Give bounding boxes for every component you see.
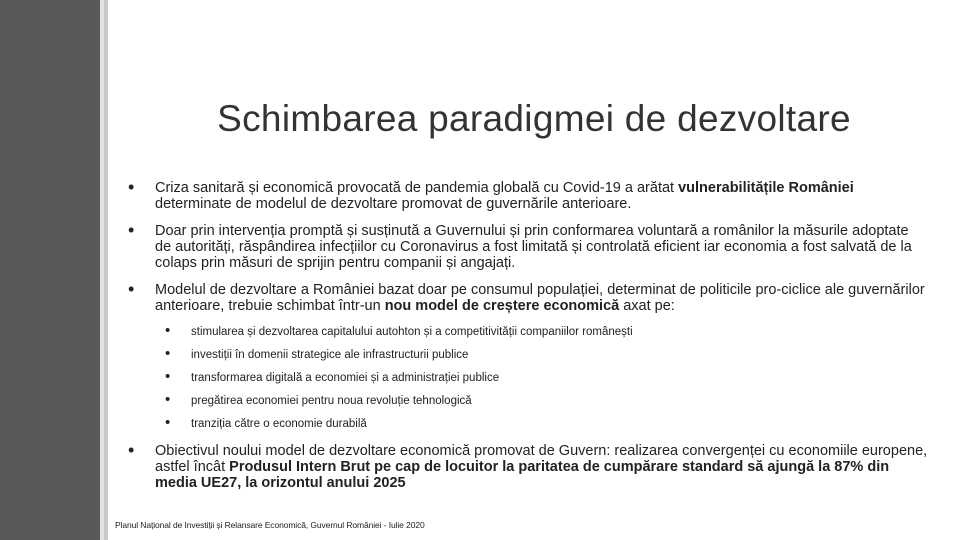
bullet-bold-text: vulnerabilitățile României	[678, 180, 854, 196]
sub-bullet-text: pregătirea economiei pentru noua revoluție tehnologică	[191, 395, 472, 407]
sub-bullet-item	[165, 347, 928, 363]
sub-bullet-text: investiții în domenii strategice ale infrastructurii publice	[191, 349, 469, 361]
bullet-item	[128, 177, 928, 212]
sub-bullet-item	[165, 370, 928, 386]
bullet-text: determinate de modelul de dezvoltare promovat de guvernările anterioare.	[155, 196, 632, 212]
bullet-text: Criza sanitară și economică provocată de pandemia globală cu Covid-19 a arătat	[155, 180, 679, 196]
sub-bullet-dot: •	[165, 368, 171, 385]
bullet-item	[128, 279, 928, 432]
side-band-dark	[0, 0, 100, 540]
sub-bullet-item	[165, 324, 928, 340]
bullet-dot: •	[128, 177, 135, 197]
footer-source: Planul Național de Investiții și Relansare Economică, Guvernul României - Iulie 2020	[115, 520, 425, 530]
slide	[108, 0, 960, 540]
sub-bullet-text: transformarea digitală a economiei și a administrației publice	[191, 372, 500, 384]
bullet-text: axat pe:	[619, 298, 675, 314]
sub-bullet-text: stimularea și dezvoltarea capitalului autohton și a competitivității companiilor românești	[191, 326, 633, 338]
sub-bullet-text: tranziția către o economie durabilă	[191, 418, 367, 430]
bullet-bold-text: Produsul Intern Brut pe cap de locuitor la paritatea de cumpărare standard să ajungă la 87% din media UE27, la orizontul anului 2025	[155, 459, 890, 491]
slide-title: Schimbarea paradigmei de dezvoltare	[217, 98, 851, 139]
bullet-dot: •	[128, 440, 135, 460]
bullet-bold-text: nou model de creștere economică	[384, 298, 620, 314]
sub-bullet-dot: •	[165, 391, 171, 408]
bullet-item	[128, 440, 928, 491]
sub-bullet-dot: •	[165, 322, 171, 339]
bullet-text: Doar prin intervenția promptă și susținută a Guvernului și prin conformarea voluntară a românilor la măsurile adoptate de autorități, răspândirea infecțiilor cu Coronavirus a fost limitată și controlată eficient iar economia a fost salvată de la colaps prin măsuri de sprijin pentru companii și angajați.	[155, 223, 912, 271]
sub-bullet-item	[165, 393, 928, 409]
sub-bullet-list	[155, 324, 928, 432]
bullet-text: Obiectivul noului model de dezvoltare economică promovat de Guvern: realizarea convergenței cu economiile europene, astfel încât	[155, 443, 928, 475]
bullet-text: Modelul de dezvoltare a României bazat doar pe consumul populației, determinat de politicile pro-ciclice ale guvernărilor anterioare, trebuie schimbat într-un	[155, 282, 925, 314]
bullet-dot: •	[128, 220, 135, 240]
sub-bullet-item	[165, 416, 928, 432]
sub-bullet-dot: •	[165, 345, 171, 362]
sub-bullet-dot: •	[165, 414, 171, 431]
bullet-list	[128, 177, 928, 502]
bullet-dot: •	[128, 279, 135, 299]
bullet-item	[128, 220, 928, 271]
